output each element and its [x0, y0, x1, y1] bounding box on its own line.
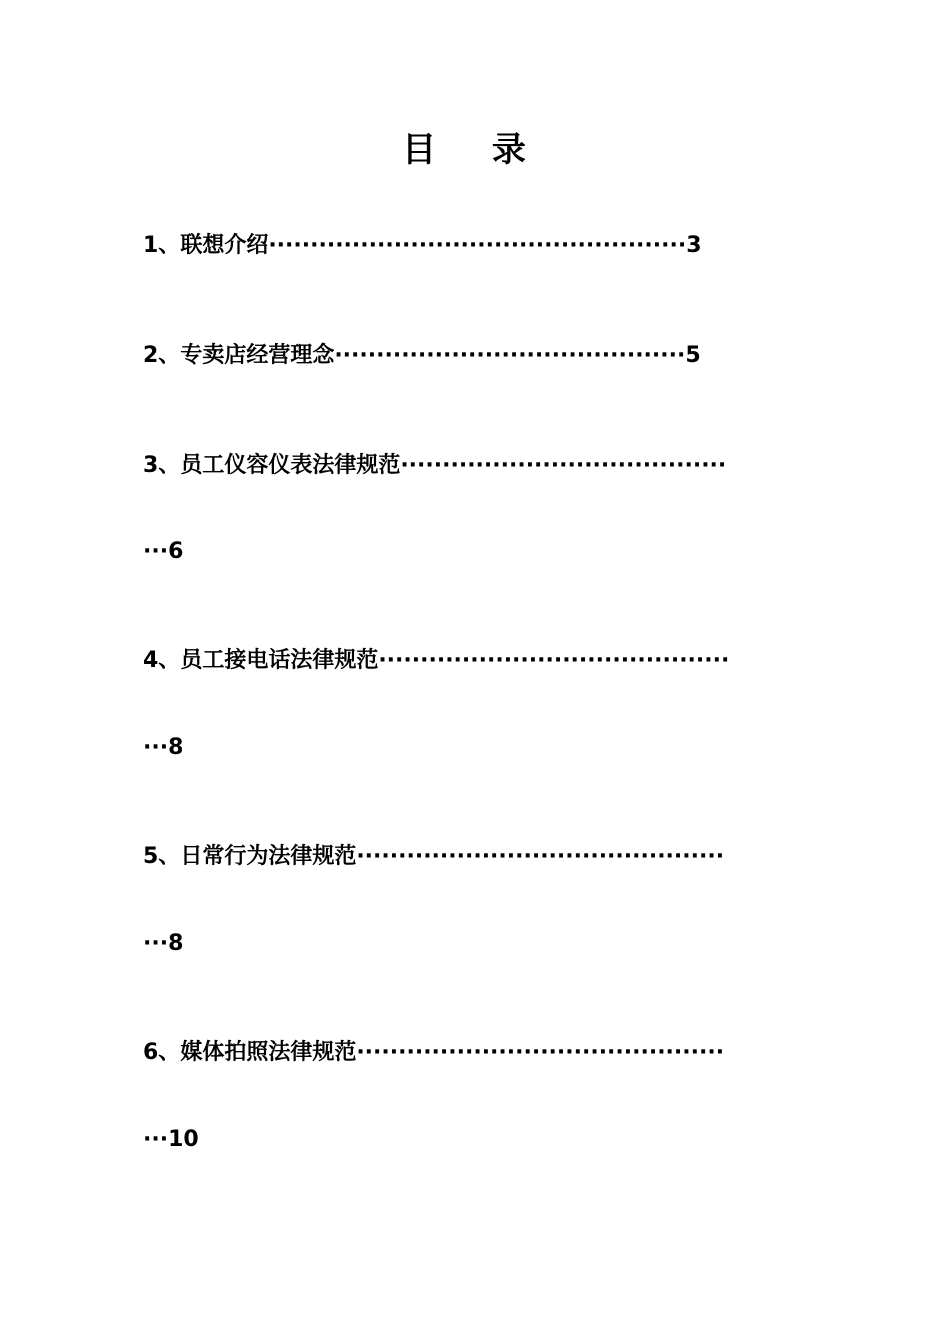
toc-leader-dots: ············································ — [356, 1040, 725, 1065]
toc-entry-5-continuation[interactable] — [143, 929, 183, 959]
toc-entry-1[interactable] — [143, 231, 702, 261]
toc-page-number: 8 — [168, 931, 184, 956]
toc-page-number: 8 — [168, 735, 184, 760]
toc-page-number: 3 — [686, 233, 702, 258]
toc-leader-dots: ·········································· — [378, 648, 730, 673]
toc-page-number: 6 — [168, 539, 184, 564]
toc-entry-3-continuation[interactable] — [143, 537, 183, 567]
toc-leader-dots: ··· — [143, 931, 169, 956]
toc-page-number: 5 — [685, 343, 701, 368]
toc-entry-number: 1、 — [143, 233, 181, 258]
toc-entry-number: 4、 — [143, 648, 181, 673]
toc-entry-label: 联想介绍 — [180, 233, 269, 258]
toc-entry-label: 员工接电话法律规范 — [180, 648, 379, 673]
toc-leader-dots: ············································ — [356, 844, 725, 869]
toc-entry-number: 5、 — [143, 844, 181, 869]
toc-leader-dots: ··· — [143, 1127, 169, 1152]
toc-leader-dots: ··· — [143, 735, 169, 760]
page-title: 目 录 — [402, 130, 548, 170]
toc-leader-dots: ·········································· — [334, 343, 686, 368]
toc-leader-dots: ······································· — [400, 453, 727, 478]
toc-entry-number: 2、 — [143, 343, 181, 368]
toc-leader-dots: ··· — [143, 539, 169, 564]
toc-entry-label: 日常行为法律规范 — [180, 844, 357, 869]
toc-entry-label: 专卖店经营理念 — [180, 343, 335, 368]
toc-entry-label: 员工仪容仪表法律规范 — [180, 453, 401, 478]
toc-entry-label: 媒体拍照法律规范 — [180, 1040, 357, 1065]
toc-entry-6[interactable] — [143, 1038, 724, 1068]
toc-entry-4-continuation[interactable] — [143, 733, 183, 763]
toc-entry-5[interactable] — [143, 842, 724, 872]
toc-entry-3[interactable] — [143, 451, 726, 481]
toc-page-number: 10 — [168, 1127, 199, 1152]
toc-entry-number: 6、 — [143, 1040, 181, 1065]
toc-entry-2[interactable] — [143, 341, 701, 371]
toc-leader-dots: ·················································· — [268, 233, 687, 258]
toc-entry-number: 3、 — [143, 453, 181, 478]
toc-entry-6-continuation[interactable] — [143, 1125, 199, 1155]
toc-entry-4[interactable] — [143, 646, 729, 676]
